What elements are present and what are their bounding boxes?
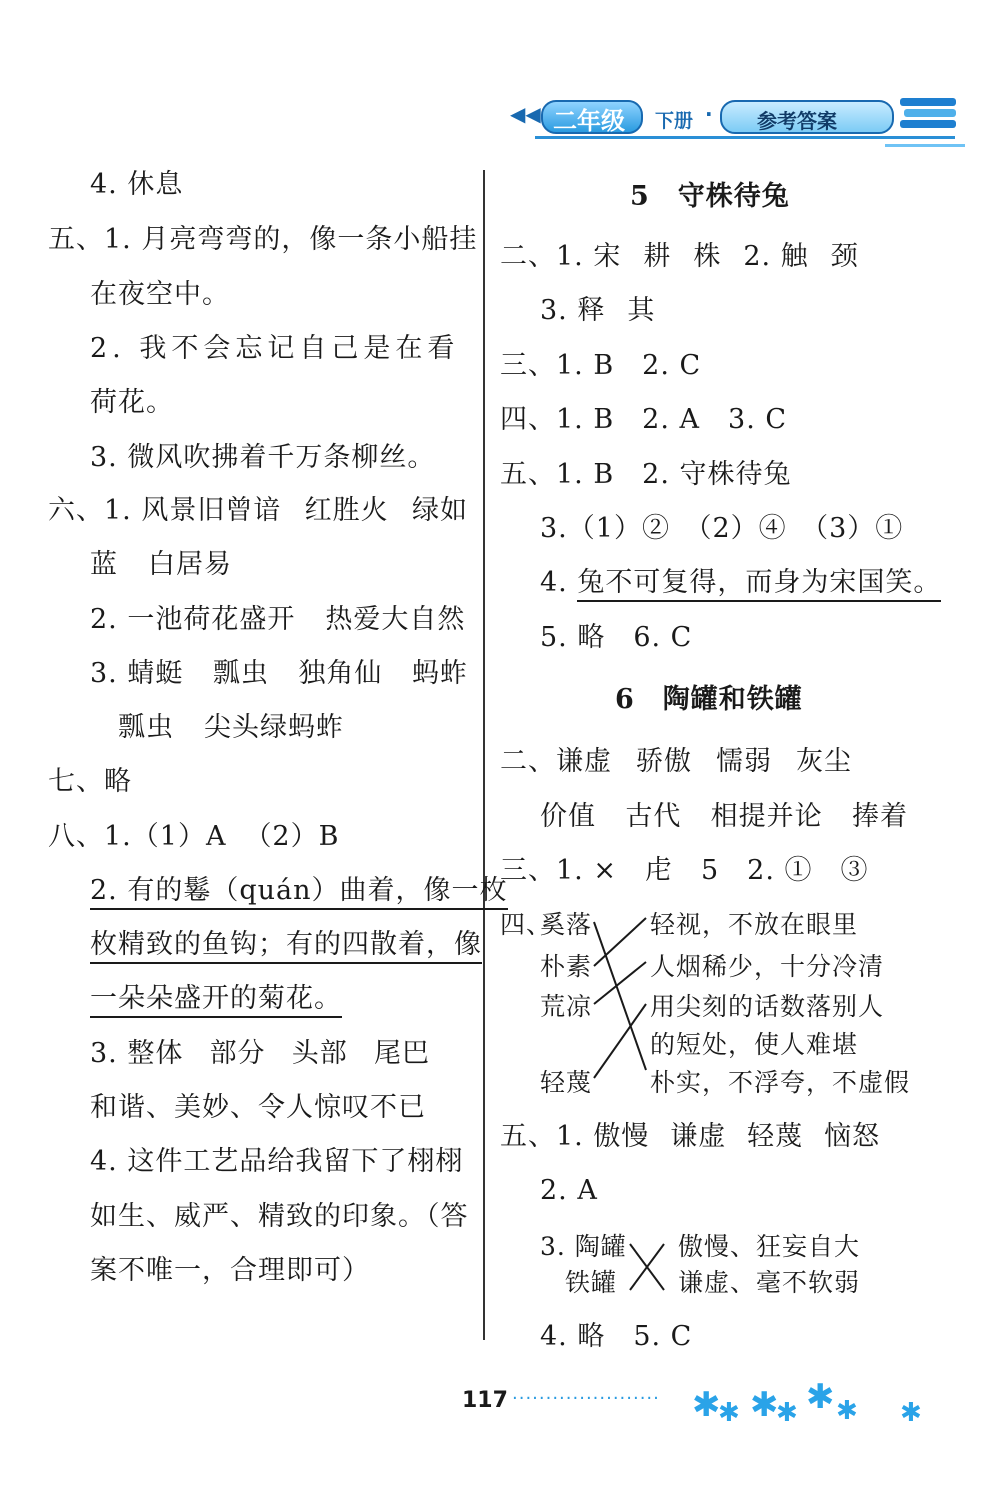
answer-item: 独角仙	[298, 658, 383, 689]
page-header	[505, 92, 965, 152]
answer-item: 六、1. 风景旧曾谙	[48, 495, 282, 526]
match-right-item: 用尖刻的话数落别人	[650, 992, 885, 1021]
answer-line	[118, 711, 344, 745]
header-underline-accent	[885, 144, 965, 147]
answer-line: 2. A	[540, 1175, 598, 1206]
double-arrow-left-icon: ◀◀	[510, 102, 541, 126]
answer-item: 懦弱	[716, 746, 772, 777]
answer-line: 4. 略 5. C	[540, 1321, 693, 1352]
answer-item: 2. 触	[743, 241, 809, 272]
answer-item: 捧着	[851, 801, 908, 832]
answer-line: 3.（1）② （2）④ （3）①	[540, 513, 904, 544]
answer-item: 热爱大自然	[325, 604, 466, 635]
underlined-answer: 2. 有的鬈（quán）曲着，像一枚	[90, 875, 508, 910]
underlined-answer: 枚精致的鱼钩；有的四散着，像	[90, 929, 482, 964]
answer-line	[500, 1120, 880, 1154]
answer-line	[90, 928, 482, 962]
section-title: 5 守株待兔	[630, 181, 790, 212]
book-stack-icon	[900, 96, 958, 130]
answer-line: 三、1. × 虍 5 2. ① ③	[500, 855, 869, 886]
answer-line	[500, 745, 852, 779]
answer-line: 如生、威严、精致的印象。（答	[90, 1201, 469, 1232]
answer-line	[90, 1037, 430, 1071]
match-line	[594, 1004, 646, 1078]
answer-item: 其	[627, 295, 656, 326]
answer-line	[48, 494, 468, 528]
answer-line: 在夜空中。	[90, 279, 230, 310]
answer-item: 谦虚	[670, 1121, 727, 1152]
answer-line	[90, 603, 465, 637]
match-line	[594, 922, 646, 1070]
answer-item: 蚂蚱	[411, 658, 468, 689]
answer-line: 4. 这件工艺品给我留下了栩栩	[90, 1146, 464, 1177]
answer-line: 七、略	[48, 766, 132, 797]
answer-item: 部分	[209, 1038, 266, 1069]
answer-item: 头部	[291, 1038, 348, 1069]
answer-item: 3. 整体	[90, 1038, 184, 1069]
match-left-item: 荒凉	[540, 992, 593, 1021]
answer-item: 绿如	[412, 495, 468, 526]
answer-item: 3. 释	[540, 295, 606, 326]
answer-line	[540, 800, 908, 834]
answer-line: 5. 略 6. C	[540, 622, 693, 653]
answer-item: 谦虚、毫不软弱	[678, 1268, 861, 1297]
answer-item: 二、谦虚	[500, 746, 612, 777]
star-icon: ✱	[750, 1385, 779, 1425]
section-title: 6 陶罐和铁罐	[615, 684, 803, 715]
answer-line: 2. 我不会忘记自己是在看	[90, 333, 460, 364]
match-left-item: 奚落	[540, 910, 593, 939]
answer-item: 2. 一池荷花盛开	[90, 604, 296, 635]
answer-item: 二、1. 宋	[500, 241, 622, 272]
star-icon: ✱	[806, 1377, 835, 1417]
match-left-item: 轻蔑	[540, 1068, 593, 1097]
cross-match-lines	[628, 1238, 668, 1298]
answer-item: 株	[693, 241, 722, 272]
answer-item: 4.	[540, 567, 578, 598]
answer-line: 4. 休息	[90, 169, 184, 200]
answer-item: 3. 陶罐	[540, 1232, 627, 1261]
answer-line: 五、1. B 2. 守株待兔	[500, 459, 792, 490]
answer-item: 五、1. 傲慢	[500, 1121, 650, 1152]
answer-line: 三、1. B 2. C	[500, 350, 702, 381]
star-icon: ✱	[836, 1396, 858, 1426]
answer-item: （2）B	[244, 821, 340, 852]
answer-item: 耕	[643, 241, 672, 272]
matching-prefix: 四、	[500, 910, 553, 939]
header-dot: ·	[705, 102, 713, 126]
answer-line	[90, 548, 232, 582]
answer-line: 荷花。	[90, 387, 174, 418]
star-icon: ✱	[776, 1398, 798, 1428]
answer-item: 3. 蜻蜓	[90, 658, 184, 689]
answer-line	[90, 982, 342, 1016]
answer-item: 白居易	[148, 549, 232, 580]
answer-item: 灰尘	[796, 746, 852, 777]
answer-item: 骄傲	[636, 746, 692, 777]
answer-item: 尾巴	[374, 1038, 430, 1069]
answer-item: 价值	[540, 801, 596, 832]
answer-item: 瓢虫	[212, 658, 269, 689]
dotted-leader: ······················	[512, 1388, 660, 1409]
answer-line	[500, 240, 859, 274]
answer-line: 五、1. 月亮弯弯的，像一条小船挂	[48, 224, 478, 255]
answer-item: 古代	[625, 801, 682, 832]
header-title: 参考答案	[757, 109, 837, 133]
answer-line: 3. 微风吹拂着千万条柳丝。	[90, 442, 436, 473]
volume-label: 下册	[655, 110, 694, 132]
answer-item: 蓝	[90, 549, 118, 580]
answer-line	[540, 294, 655, 328]
answer-item: 八、1.（1）A	[48, 821, 227, 852]
match-right-item: 轻视，不放在眼里	[650, 910, 859, 939]
answer-item: 颈	[830, 241, 859, 272]
match-right-item: 的短处，使人难堪	[650, 1030, 859, 1059]
star-icon: ✱	[718, 1398, 740, 1428]
answer-line: 案不唯一，合理即可）	[90, 1255, 370, 1286]
grade-label: 二年级	[553, 107, 625, 135]
answer-item: 铁罐	[565, 1268, 618, 1297]
answer-line	[90, 874, 508, 908]
answer-line	[90, 657, 468, 691]
header-underline	[535, 136, 955, 139]
answer-item: 红胜火	[304, 495, 389, 526]
answer-item: 尖头绿蚂蚱	[204, 712, 344, 743]
match-right-item: 朴实，不浮夸，不虚假	[650, 1068, 911, 1097]
matching-lines	[590, 900, 660, 1100]
column-divider	[483, 170, 485, 1340]
answer-item: 相提并论	[710, 801, 823, 832]
underlined-answer: 一朵朵盛开的菊花。	[90, 983, 342, 1018]
answer-line: 和谐、美妙、令人惊叹不已	[90, 1092, 426, 1123]
star-icon: ✱	[692, 1385, 721, 1425]
match-right-item: 人烟稀少，十分冷清	[650, 952, 885, 981]
answer-item: 恼怒	[823, 1121, 880, 1152]
match-left-item: 朴素	[540, 952, 593, 981]
answer-line	[540, 566, 941, 600]
star-icon: ✱	[900, 1398, 922, 1428]
answer-item: 瓢虫	[118, 712, 174, 743]
answer-item: 傲慢、狂妄自大	[678, 1232, 861, 1261]
page-number: 117	[462, 1388, 508, 1413]
answer-line: 四、1. B 2. A 3. C	[500, 404, 788, 435]
underlined-answer: 兔不可复得，而身为宋国笑。	[577, 567, 941, 602]
answer-item: 轻蔑	[747, 1121, 804, 1152]
answer-line	[48, 820, 339, 854]
